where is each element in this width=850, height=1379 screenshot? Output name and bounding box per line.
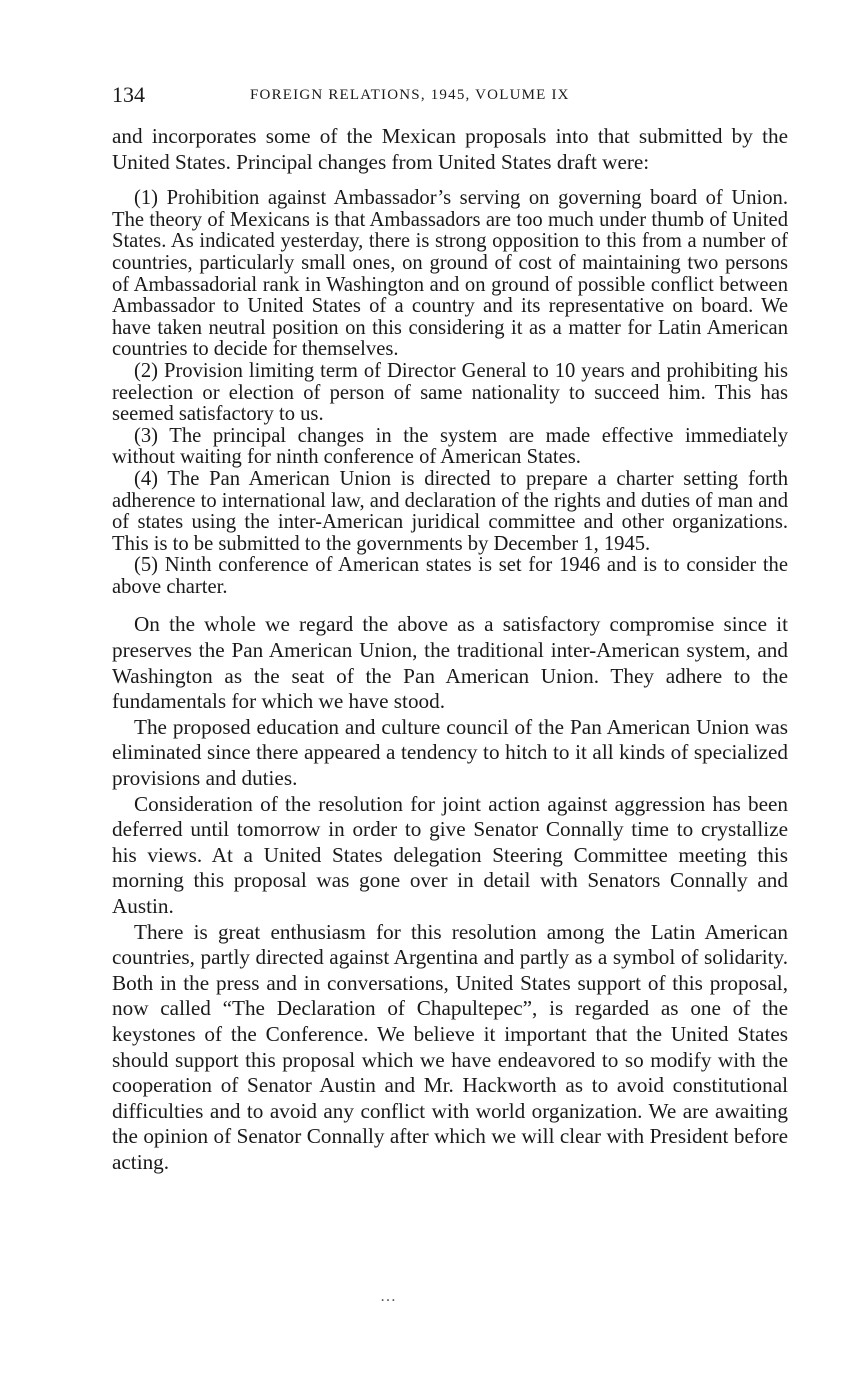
paragraph-enthusiasm: There is great enthusiasm for this resolution among the Latin American countries, partly directed against Argentina and partly as a symbol of solidarity. Both in the press and in conversations, United States support of this proposal, now called “The Declaration of Chapultepec”, is regarded as one of the keystones of the Conference. We believe it important that the United States should support this proposal which we have endeavored to so modify with the cooperation of Senator Austin and Mr. Hackworth as to avoid constitutional difficulties and to avoid any conflict with world organization. We are awaiting the opinion of Senator Connally after which we will clear with President before acting. — [112, 919, 788, 1174]
changes-list — [112, 188, 788, 598]
paragraph-intro: and incorporates some of the Mexican proposals into that submitted by the United States. Principal changes from United States draft were: — [112, 124, 788, 174]
list-item-1: (1) Prohibition against Ambassador’s serving on governing board of Union. The theory of Mexicans is that Ambassadors are too much under thumb of United States. As indicated yesterday, there is strong opposition to this from a number of countries, particularly small ones, on ground of cost of maintaining two persons of Ambassadorial rank in Washington and on ground of possible conflict between Ambassador to United States of a country and its representative on board. We have taken neutral position on this considering it as a matter for Latin American countries to decide for themselves. — [112, 187, 788, 361]
body-text — [112, 124, 788, 1176]
paragraph-consideration: Consideration of the resolution for joint action against aggression has been deferred until tomorrow in order to give Senator Connally time to crystallize his views. At a United States delegation Steering Committee meeting this morning this proposal was gone over in detail with Senators Connally and Austin. — [112, 791, 788, 918]
paragraph-whole: On the whole we regard the above as a satisfactory compromise since it preserves the Pan American Union, the traditional inter-American system, and Washington as the seat of the Pan American Union. They adhere to the fundamentals for which we have stood. — [112, 612, 788, 714]
ink-speck-mark: … — [380, 1288, 396, 1305]
document-page — [112, 82, 788, 1176]
list-item-4: (4) The Pan American Union is directed to prepare a charter setting forth adherence to international law, and declaration of the rights and duties of man and of states using the inter-American juridical committee and other organizations. This is to be submitted to the governments by December 1, 1945. — [112, 467, 788, 555]
paragraph-education: The proposed education and culture council of the Pan American Union was eliminated since there appeared a tendency to hitch to it all kinds of specialized provisions and duties. — [112, 714, 788, 791]
list-item-2: (2) Provision limiting term of Director General to 10 years and prohibiting his reelection or election of person of same nationality to succeed him. This has seemed satisfactory to us. — [112, 359, 788, 426]
page-number: 134 — [112, 82, 145, 107]
list-item-5: (5) Ninth conference of American states is set for 1946 and is to consider the above charter. — [112, 554, 788, 598]
page-header — [112, 82, 788, 112]
list-item-3: (3) The principal changes in the system are made effective immediately without waiting for ninth conference of American States. — [112, 424, 788, 469]
running-title: FOREIGN RELATIONS, 1945, VOLUME IX — [250, 87, 570, 103]
